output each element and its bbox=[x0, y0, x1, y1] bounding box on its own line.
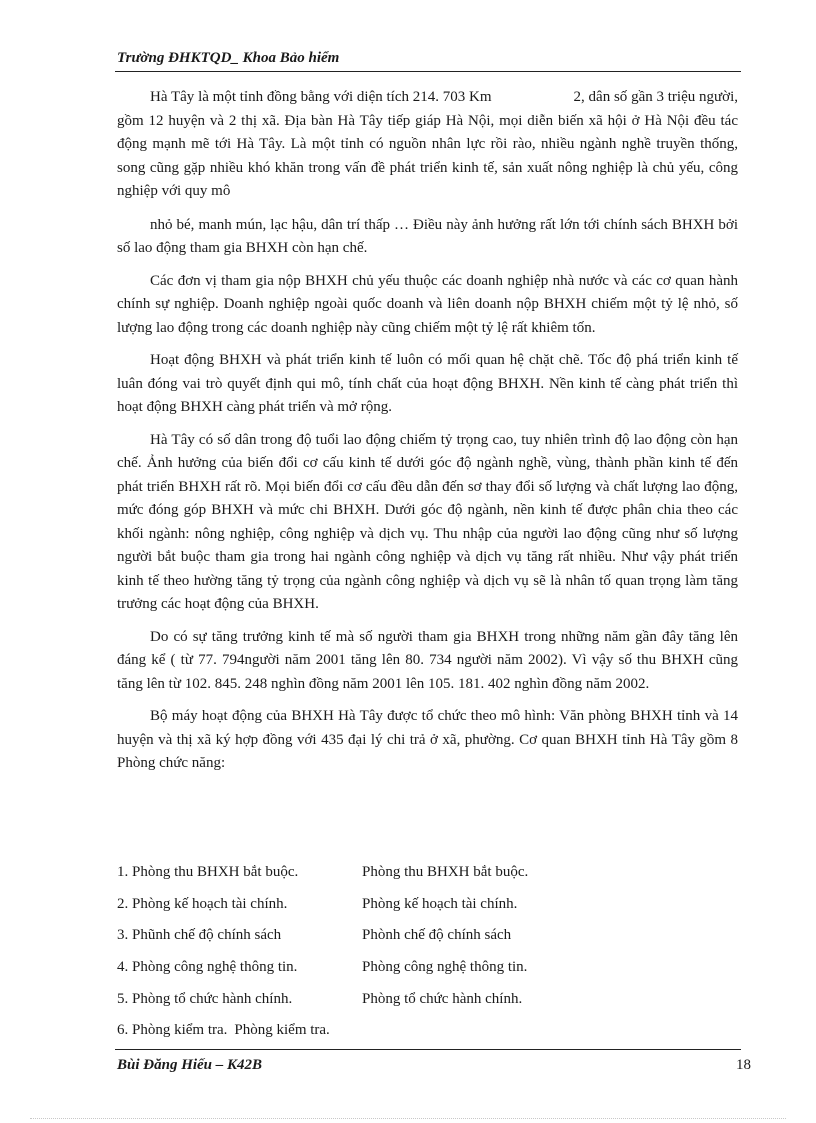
paragraph-6: Bộ máy hoạt động của BHXH Hà Tây được tổ chức theo mô hình: Văn phòng BHXH tỉnh và 14 huyện và thị xã ký hợp đồng với 435 đại lý chi trả ở xã, phường. Cơ quan BHXH tỉnh Hà Tây gồm 8 Phòng chức năng: bbox=[117, 708, 738, 771]
body-text bbox=[117, 86, 738, 776]
list-item bbox=[117, 859, 738, 891]
department-label: 1. Phòng thu BHXH bắt buộc. bbox=[117, 864, 299, 880]
paragraph-1-rest: 2, dân số gần 3 triệu người, gồm 12 huyện và 2 thị xã. Địa bàn Hà Tây tiếp giáp Hà Nội, mọi diễn biến xã hội ở Hà Nội đều tác động mạnh mẽ tới Hà Tây. Là một tỉnh có nguồn nhân lực rồi rào, nhiều ngành nghề truyền thống, song cũng gặp nhiều khó khăn trong vấn đề phát triển kinh tế, sản xuất nông nghiệp là chủ yếu, công nghiệp với quy mô bbox=[117, 89, 738, 199]
paragraph-1-continued: nhỏ bé, manh mún, lạc hậu, dân trí thấp … Điều này ảnh hưởng rất lớn tới chính sách BHXH bởi số lao động tham gia BHXH còn hạn chế. bbox=[117, 216, 738, 256]
list-item bbox=[117, 954, 738, 986]
page-number: 18 bbox=[736, 1057, 751, 1073]
department-label: 2. Phòng kế hoạch tài chính. bbox=[117, 895, 288, 912]
department-label-repeat: Phòng công nghệ thông tin. bbox=[362, 959, 528, 976]
header-divider bbox=[115, 71, 741, 72]
paragraph-3: Hoạt động BHXH và phát triển kinh tế luôn có mối quan hệ chặt chẽ. Tốc độ phá triển kinh tế luân đóng vai trò quyết định qui mô, tính chất của hoạt động BHXH. Nền kinh tế càng phát triển thì hoạt động BHXH càng phát triển và mở rộng. bbox=[117, 352, 738, 415]
list-item bbox=[117, 1017, 738, 1049]
department-label: 3. Phũnh chế độ chính sách bbox=[117, 927, 282, 944]
department-label: 6. Phòng kiểm tra. bbox=[117, 1022, 228, 1039]
footer-author: Bùi Đăng Hiếu – K42B bbox=[117, 1057, 263, 1073]
department-label-repeat: Phòng tổ chức hành chính. bbox=[362, 990, 523, 1007]
department-list bbox=[117, 859, 738, 1049]
list-item bbox=[117, 986, 738, 1018]
paragraph-5: Do có sự tăng trưởng kinh tế mà số người tham gia BHXH trong những năm gần đây tăng lên đáng kể ( từ 77. 794người năm 2001 tăng lên 80. 734 người năm 2002). Vì vậy số thu BHXH cũng tăng lên từ 102. 845. 248 nghìn đồng năm 2001 lên 105. 181. 402 nghìn đồng năm 2002. bbox=[117, 628, 738, 692]
page-header: Trường ĐHKTQD_ Khoa Bảo hiểm bbox=[117, 50, 340, 66]
paragraph-2: Các đơn vị tham gia nộp BHXH chủ yếu thuộc các doanh nghiệp nhà nước và các cơ quan hành chính sự nghiệp. Doanh nghiệp ngoài quốc doanh và liên doanh nộp BHXH chiếm một tỷ lệ nhỏ, số lượng lao động trong các doanh nghiệp này cũng chiếm một tỷ lệ rất khiêm tốn. bbox=[117, 272, 738, 336]
footer-divider bbox=[115, 1049, 741, 1050]
department-label: 4. Phòng công nghệ thông tin. bbox=[117, 959, 298, 976]
list-item bbox=[117, 891, 738, 923]
department-label-repeat: Phòng kế hoạch tài chính. bbox=[362, 895, 518, 912]
paragraph-1 bbox=[117, 86, 738, 204]
paragraph-1-start: Hà Tây là một tỉnh đồng bằng với diện tích 214. 703 Km bbox=[150, 89, 492, 105]
paragraph-4: Hà Tây có số dân trong độ tuổi lao động chiếm tỷ trọng cao, tuy nhiên trình độ lao động còn hạn chế. Ảnh hưởng của biến đổi cơ cấu kinh tế dưới góc độ ngành nghề, vùng, thành phần kinh tế đến phát triển BHXH rất rõ. Mọi biến đổi cơ cấu đều dẫn đến sơ thay đổi số lượng và chất lượng lao động, mức đóng góp BHXH và mức chi BHXH. Dưới góc độ ngành, nền kinh tế được phân chia theo các khối ngành: nông nghiệp, công nghiệp và dịch vụ. Thu nhập của người lao động cũng như số lượng người bắt buộc tham gia trong hai ngành công nghiệp và dịch vụ tăng rất nhiều. Như vậy phát triển kinh tế theo hường tăng tỷ trọng của ngành công nghiệp và dịch vụ sẽ là nhân tố quan trọng làm tăng trưởng các hoạt động của BHXH. bbox=[117, 431, 738, 612]
department-label-repeat: Phòng thu BHXH bắt buộc. bbox=[362, 864, 529, 880]
list-item bbox=[117, 922, 738, 954]
department-label: 5. Phòng tổ chức hành chính. bbox=[117, 990, 293, 1007]
page-bottom-border bbox=[30, 1118, 786, 1119]
department-label-repeat: Phòng kiểm tra. bbox=[234, 1022, 330, 1039]
department-label-repeat: Phònh chế độ chính sách bbox=[362, 927, 512, 944]
